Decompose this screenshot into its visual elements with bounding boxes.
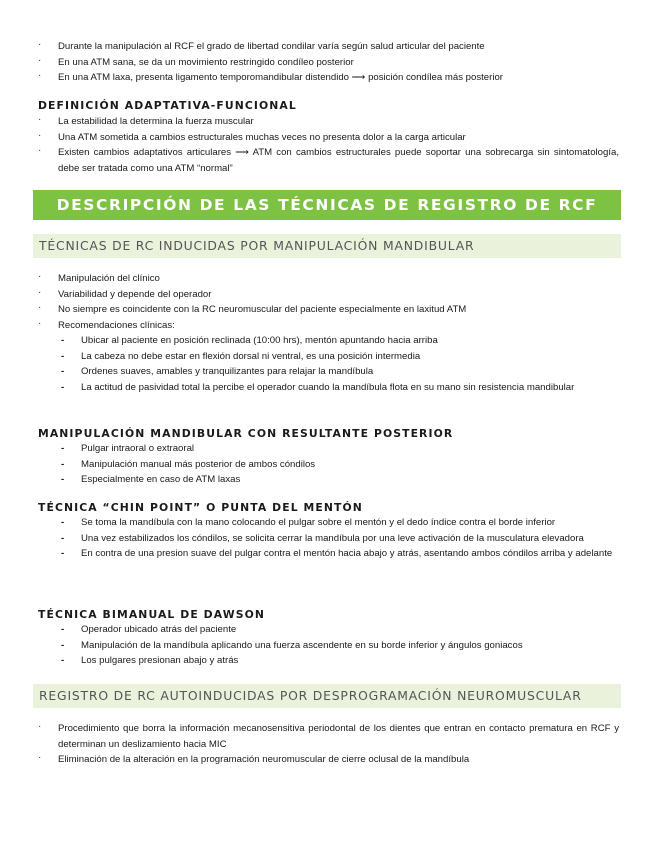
section-title-manipulation: TÉCNICAS DE RC INDUCIDAS POR MANIPULACIÓN MANDIBULAR xyxy=(33,234,621,258)
list-item: · Procedimiento que borra la información mecanosensitiva periodontal de los dientes que entran en contacto prematura en RCF y determinan un deslizamiento hacia MIC xyxy=(0,721,655,752)
list-item: · Recomendaciones clínicas: xyxy=(0,318,655,334)
definition-list xyxy=(0,114,655,176)
list-item: · En una ATM laxa, presenta ligamento temporomandibular distendido ⟶ posición condílea más posterior xyxy=(0,70,655,86)
list-item: · Variabilidad y depende del operador xyxy=(0,287,655,303)
list-item: · No siempre es coincidente con la RC neuromuscular del paciente especialmente en laxitud ATM xyxy=(0,302,655,318)
list-item: - Manipulación de la mandíbula aplicando una fuerza ascendente en su borde inferior y ángulos goniacos xyxy=(0,638,655,654)
list-item: - Pulgar intraoral o extraoral xyxy=(0,441,655,457)
autoinduced-list xyxy=(0,721,655,768)
list-item: · Una ATM sometida a cambios estructurales muchas veces no presenta dolor a la carga articular xyxy=(0,130,655,146)
section-title-autoinduced: REGISTRO DE RC AUTOINDUCIDAS POR DESPROGRAMACIÓN NEUROMUSCULAR xyxy=(33,684,621,708)
dawson-heading: TÉCNICA BIMANUAL DE DAWSON xyxy=(38,608,265,621)
section-banner: DESCRIPCIÓN DE LAS TÉCNICAS DE REGISTRO DE RCF xyxy=(33,190,621,220)
definition-block xyxy=(0,99,655,176)
list-item: - Ubicar al paciente en posición reclinada (10:00 hrs), mentón apuntando hacia arriba xyxy=(0,333,655,349)
chin-point-heading: TÉCNICA “CHIN POINT” O PUNTA DEL MENTÓN xyxy=(38,501,363,514)
manipulation-list xyxy=(0,271,655,333)
intro-list xyxy=(0,39,655,86)
list-item: - En contra de una presion suave del pulgar contra el mentón hacia abajo y atrás, asentando ambos cóndilos arriba y adelante xyxy=(0,546,655,562)
posterior-list xyxy=(0,441,655,488)
chin-point-list xyxy=(0,515,655,562)
list-item: · Existen cambios adaptativos articulares ⟶ ATM con cambios estructurales puede soportar una sobrecarga sin sintomatología, debe ser tratada como una ATM “normal” xyxy=(0,145,655,176)
dawson-list xyxy=(0,622,655,669)
list-item: · Manipulación del clínico xyxy=(0,271,655,287)
list-item: - Ordenes suaves, amables y tranquilizantes para relajar la mandíbula xyxy=(0,364,655,380)
list-item: - Una vez estabilizados los cóndilos, se solicita cerrar la mandíbula por una leve activación de la musculatura elevadora xyxy=(0,531,655,547)
list-item: - Se toma la mandíbula con la mano colocando el pulgar sobre el mentón y el dedo índice contra el borde inferior xyxy=(0,515,655,531)
list-item: - La actitud de pasividad total la percibe el operador cuando la mandíbula flota en su mano sin resistencia mandibular xyxy=(0,380,655,396)
list-item: - La cabeza no debe estar en flexión dorsal ni ventral, es una posición intermedia xyxy=(0,349,655,365)
list-item: - Los pulgares presionan abajo y atrás xyxy=(0,653,655,669)
list-item: - Manipulación manual más posterior de ambos cóndilos xyxy=(0,457,655,473)
list-item: · La estabilidad la determina la fuerza muscular xyxy=(0,114,655,130)
recommendations-list xyxy=(0,333,655,395)
chin-point-block xyxy=(0,501,655,562)
manipulation-block xyxy=(0,271,655,395)
list-item: · Durante la manipulación al RCF el grado de libertad condilar varía según salud articular del paciente xyxy=(0,39,655,55)
intro-list-block xyxy=(0,39,655,86)
autoinduced-block xyxy=(0,721,655,768)
posterior-heading: MANIPULACIÓN MANDIBULAR CON RESULTANTE POSTERIOR xyxy=(38,427,454,440)
list-item: - Especialmente en caso de ATM laxas xyxy=(0,472,655,488)
list-item: · Eliminación de la alteración en la programación neuromuscular de cierre oclusal de la mandíbula xyxy=(0,752,655,768)
list-item: · En una ATM sana, se da un movimiento restringido condíleo posterior xyxy=(0,55,655,71)
posterior-block xyxy=(0,427,655,488)
list-item: - Operador ubicado atrás del paciente xyxy=(0,622,655,638)
definition-heading: DEFINICIÓN ADAPTATIVA-FUNCIONAL xyxy=(38,99,297,112)
dawson-block xyxy=(0,608,655,669)
